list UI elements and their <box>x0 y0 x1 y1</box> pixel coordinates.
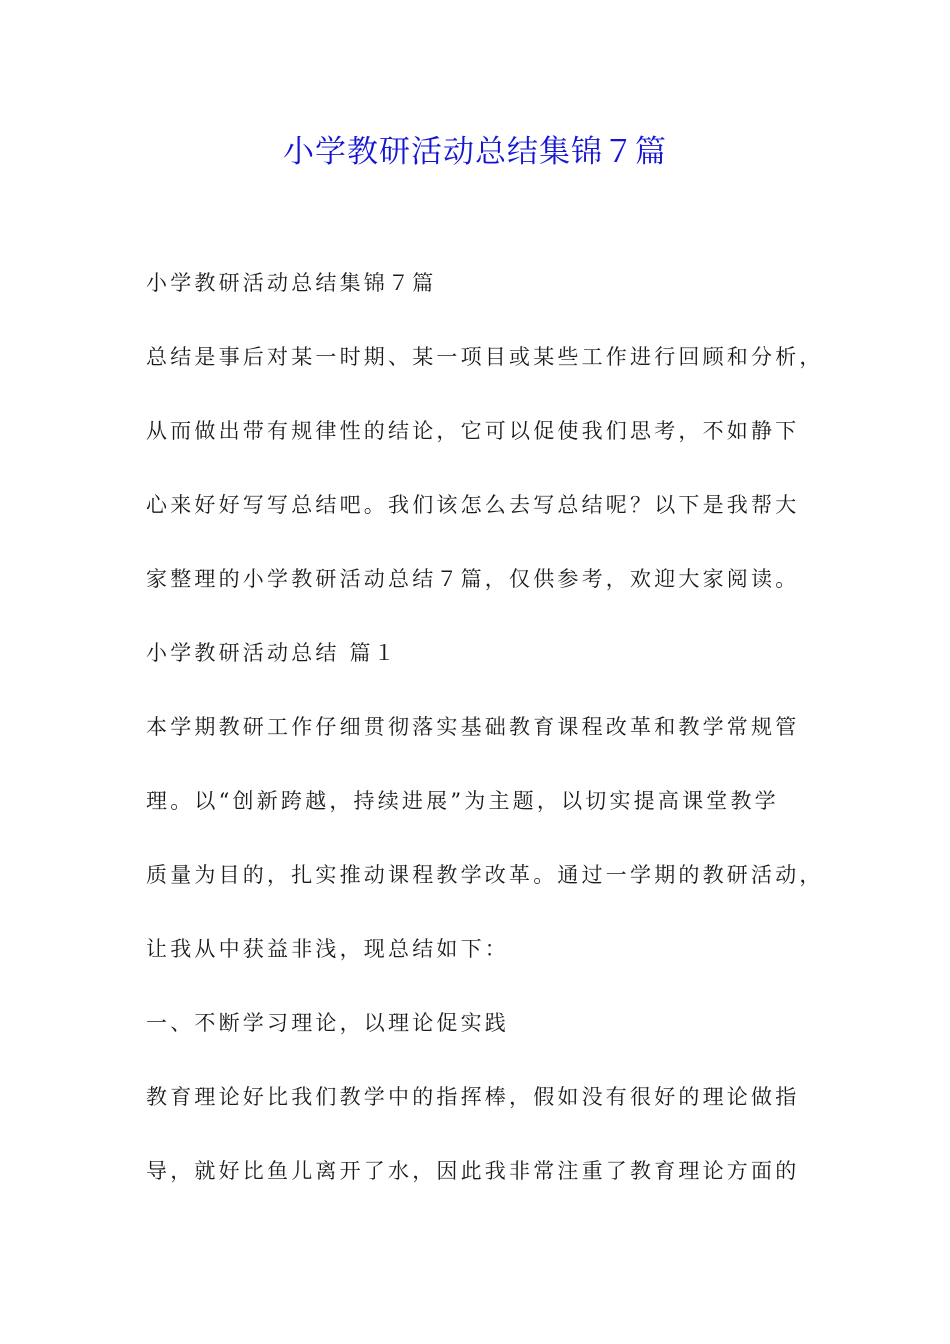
paragraph-line: 本学期教研工作仔细贯彻落实基础教育课程改革和教学常规管 <box>146 715 800 739</box>
subsection-heading: 一、不断学习理论，以理论促实践 <box>146 1011 509 1035</box>
paragraph-line: 从而做出带有规律性的结论，它可以促使我们思考，不如静下 <box>146 419 800 443</box>
paragraph-line: 教育理论好比我们教学中的指挥棒，假如没有很好的理论做指 <box>146 1085 800 1109</box>
paragraph-line: 质量为目的，扎实推动课程教学改革。通过一学期的教研活动， <box>146 863 824 887</box>
paragraph-line: 导，就好比鱼儿离开了水，因此我非常注重了教育理论方面的 <box>146 1159 800 1183</box>
subtitle-line: 小学教研活动总结集锦７篇 <box>146 271 437 295</box>
paragraph-line: 心来好好写写总结吧。我们该怎么去写总结呢？以下是我帮大 <box>146 493 800 517</box>
paragraph-line: 让我从中获益非浅，现总结如下： <box>146 937 509 961</box>
paragraph-line: 理。以“创新跨越，持续进展”为主题，以切实提高课堂教学 <box>146 789 779 813</box>
section-heading: 小学教研活动总结 篇１ <box>146 641 398 665</box>
paragraph-line: 家整理的小学教研活动总结７篇，仅供参考，欢迎大家阅读。 <box>146 567 800 591</box>
document-body <box>146 263 824 1225</box>
document-title: 小学教研活动总结集锦７篇 <box>283 134 667 170</box>
paragraph-line: 总结是事后对某一时期、某一项目或某些工作进行回顾和分析， <box>146 345 824 369</box>
